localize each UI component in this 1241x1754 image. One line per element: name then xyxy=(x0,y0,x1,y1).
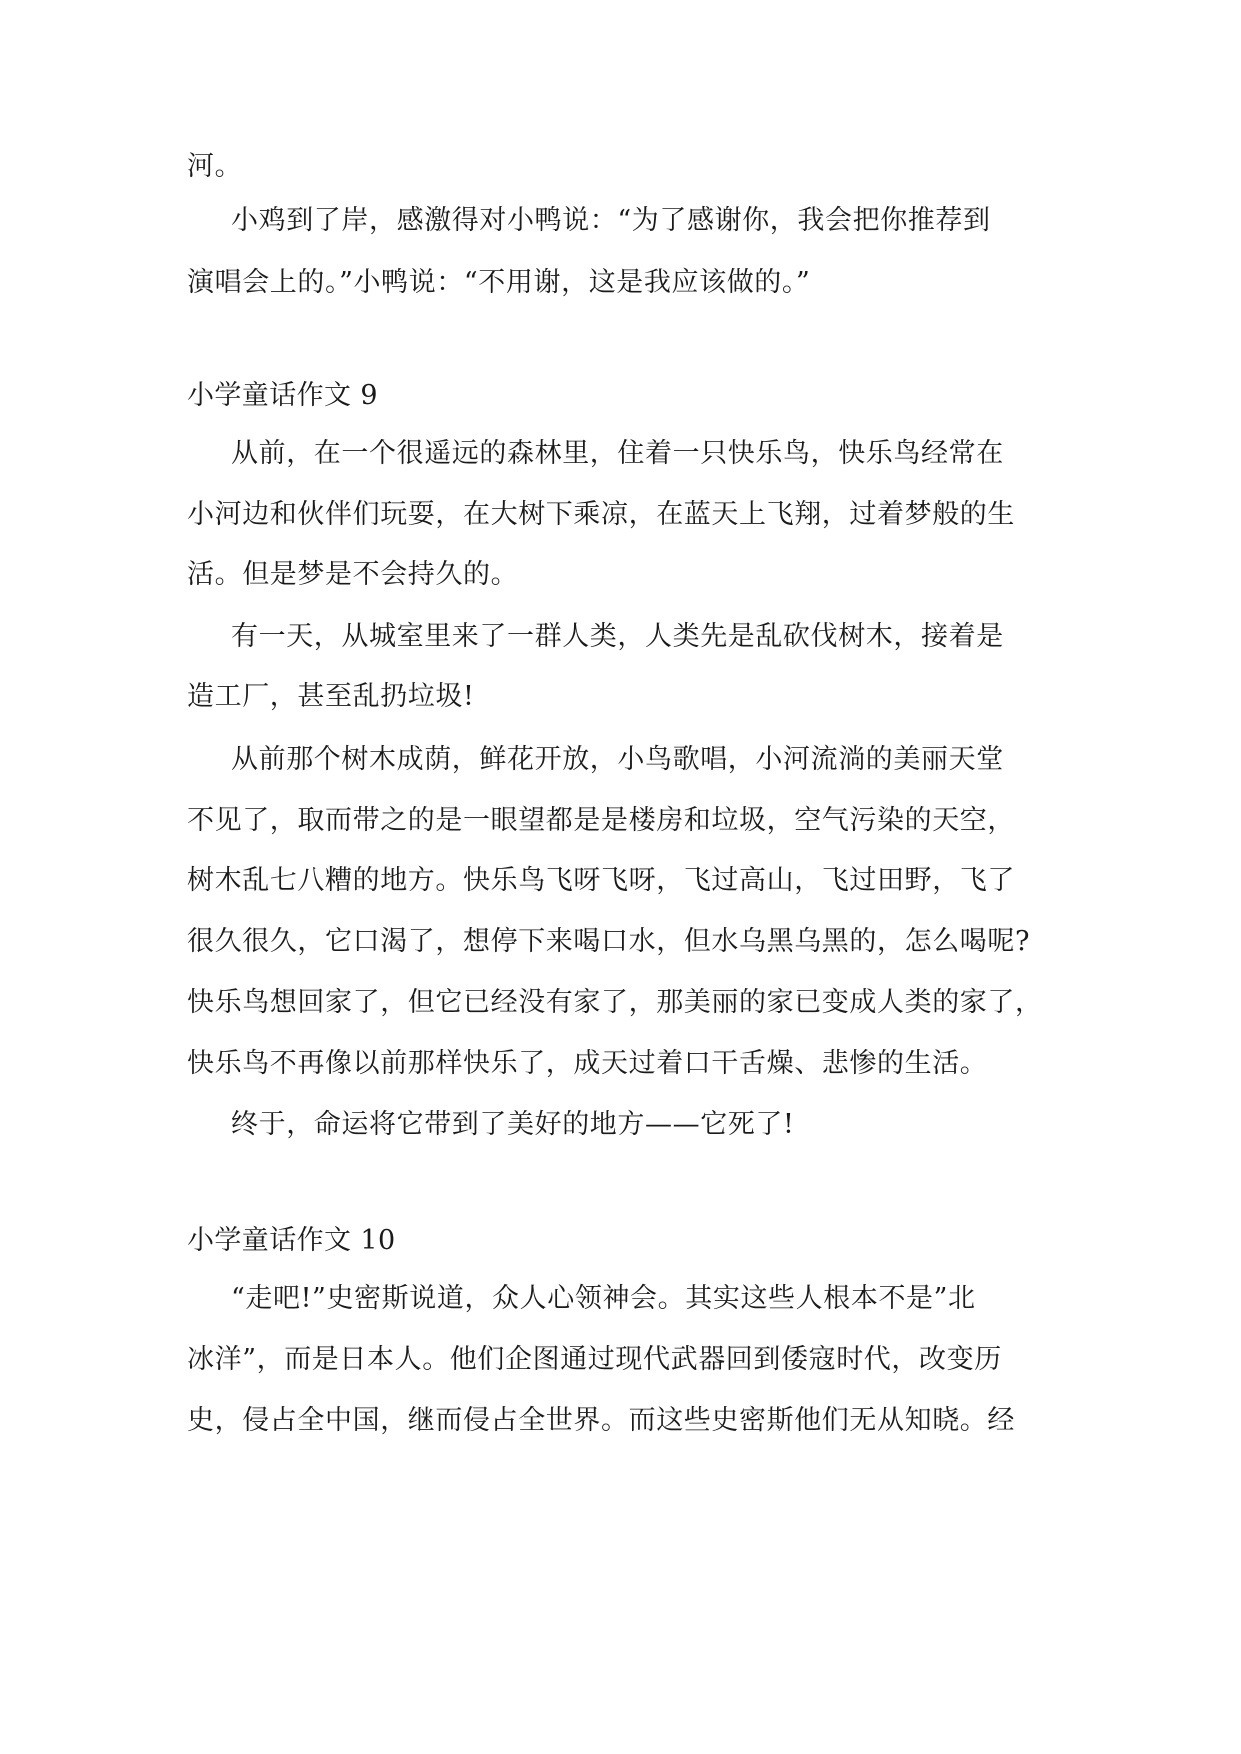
paragraph-line: 快乐鸟不再像以前那样快乐了，成天过着口干舌燥、悲惨的生活。 xyxy=(187,1048,988,1079)
paragraph-line: 快乐鸟想回家了，但它已经没有家了，那美丽的家已变成人类的家了， xyxy=(187,987,1043,1018)
paragraph-line: 造工厂，甚至乱扔垃圾! xyxy=(187,681,475,712)
section-heading: 小学童话作文 10 xyxy=(187,1225,396,1256)
paragraph-line: 从前，在一个很遥远的森林里，住着一只快乐鸟，快乐鸟经常在 xyxy=(231,438,1004,469)
paragraph-line: 小河边和伙伴们玩耍，在大树下乘凉，在蓝天上飞翔，过着梦般的生 xyxy=(187,499,1015,530)
paragraph-line: 活。但是梦是不会持久的。 xyxy=(187,559,519,590)
paragraph-line: 从前那个树木成荫，鲜花开放，小鸟歌唱，小河流淌的美丽天堂 xyxy=(231,744,1004,775)
paragraph-line: 河。 xyxy=(187,151,243,182)
paragraph-line: 树木乱七八糟的地方。快乐鸟飞呀飞呀，飞过高山，飞过田野，飞了 xyxy=(187,865,1015,896)
paragraph-line: “走吧!”史密斯说道，众人心领神会。其实这些人根本不是”北 xyxy=(231,1283,976,1314)
paragraph-line: 演唱会上的。”小鸭说：“不用谢，这是我应该做的。” xyxy=(187,267,811,298)
paragraph-line: 有一天，从城室里来了一群人类，人类先是乱砍伐树木，接着是 xyxy=(231,621,1004,652)
paragraph-line: 很久很久，它口渴了，想停下来喝口水，但水乌黑乌黑的，怎么喝呢? xyxy=(187,926,1031,957)
paragraph-line: 史，侵占全中国，继而侵占全世界。而这些史密斯他们无从知晓。经 xyxy=(187,1405,1015,1436)
section-heading: 小学童话作文 9 xyxy=(187,380,378,411)
paragraph-line: 终于，命运将它带到了美好的地方——它死了! xyxy=(231,1109,795,1140)
paragraph-line: 冰洋”，而是日本人。他们企图通过现代武器回到倭寇时代，改变历 xyxy=(187,1344,1002,1375)
paragraph-line: 小鸡到了岸，感激得对小鸭说：“为了感谢你，我会把你推荐到 xyxy=(231,205,991,236)
paragraph-line: 不见了，取而带之的是一眼望都是是楼房和垃圾，空气污染的天空， xyxy=(187,805,1015,836)
